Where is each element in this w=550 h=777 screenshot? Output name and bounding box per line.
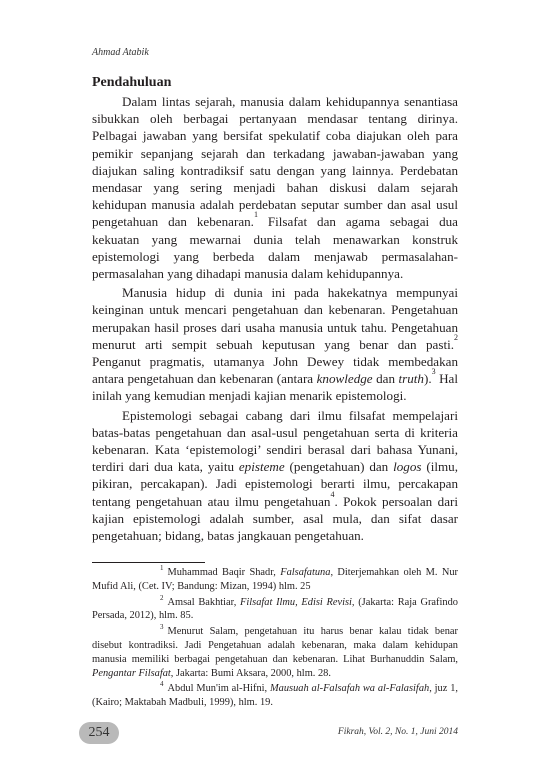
text-run: Abdul Mun'im al-Hifni,: [167, 683, 270, 695]
footnote-number: 1: [160, 564, 164, 572]
footnote-ref-3: 3: [431, 367, 436, 377]
italic-title: Mausuah al-Falsafah wa al-Falasifah: [270, 683, 430, 695]
footnote-ref-4: 4: [330, 489, 335, 499]
text-run: ).: [423, 371, 432, 387]
footnote-4: [92, 682, 458, 710]
text-run: (pengetahuan) dan: [284, 459, 394, 475]
footnote-number: 2: [160, 593, 164, 602]
text-run: (ilmu, pikiran, percakapan). Jadi epistemologi berarti ilmu, percakapan tentang pengetahuan atau ilmu pengetahuan: [92, 459, 458, 509]
footnotes: [92, 566, 458, 710]
italic-term: logos: [393, 459, 422, 475]
footnote-ref-1: 1: [253, 210, 258, 220]
footnote-3: [92, 625, 458, 680]
italic-term: knowledge: [316, 371, 373, 387]
text-run: Muhammad Baqir Shadr,: [167, 567, 281, 578]
body-text: [92, 93, 458, 544]
page-number-badge: 254: [79, 722, 119, 744]
footnote-2: [92, 593, 458, 624]
text-run: Hal inilah yang kemudian menjadi kajian menarik epistemologi.: [92, 371, 458, 404]
text-run: , juz 1, (Kairo; Maktabah Madbuli, 1999), hlm. 19.: [92, 683, 459, 709]
text-run: Menurut Salam, pengetahuan itu harus benar kalau tidak benar disebut kontradiksi. Jadi Pengetahuan adalah kebenaran, maka dalam kehidupan manusia memiliki berbagai pengetahuan dan kebenaran. Lihat Burhanuddin Salam,: [92, 626, 458, 665]
running-head-author: Ahmad Atabik: [92, 47, 149, 58]
italic-term: truth: [398, 371, 424, 387]
journal-citation: Fikrah, Vol. 2, No. 1, Juni 2014: [337, 727, 458, 737]
text-run: . Pokok persoalan dari kajian epistemologi adalah sumber, asal mula, dan sifat dasar pengetahuan; bidang, batas jangkauan pengetahuan.: [92, 493, 459, 544]
italic-title: Filsafat Ilmu, Edisi Revisi,: [240, 596, 355, 608]
text-run: Dalam lintas sejarah, manusia dalam kehidupannya senantiasa sibukkan oleh berbagai pertanyaan mendasar tentang dirinya. Pelbagai jawaban yang bersifat spekulatif coba diajukan oleh para pemikir sepanjang sejarah dan terkadang jawaban-jawaban yang diajukan saling kontradiksif satu dengan yang lainnya. Perdebatan mendasar yang sering menjadi bahan diskusi dalam sejarah kehidupan manusia adalah perdebatan seputar sumber dan asal usul pengetahuan dan kebenaran.: [92, 94, 458, 230]
paragraph-2: [92, 284, 458, 404]
footnote-number: 3: [160, 623, 164, 632]
paragraph-3: [92, 407, 458, 545]
text-run: Epistemologi sebagai cabang dari ilmu filsafat mempelajari batas-batas pengetahuan dan asal-usul pengetahuan serta di kriteria kebenaran. Kata ‘epistemologi’ sendiri berasal dari bahasa Yunani, terdiri dari dua kata, yaitu: [92, 407, 458, 475]
paragraph-1: [92, 93, 458, 282]
text-run: Penganut pragmatis, utamanya John Dewey tidak membedakan antara pengetahuan dan kebenaran (antara: [92, 354, 458, 387]
italic-term: episteme: [238, 459, 285, 475]
footnote-ref-2: 2: [454, 332, 458, 342]
text-run: dan: [372, 371, 399, 387]
text-run: , Diterjemahkan oleh M. Nur Mufid Ali, (Cet. IV; Bandung: Mizan, 1994) hlm. 25: [92, 567, 458, 592]
footnote-divider: [92, 562, 205, 563]
section-title: Pendahuluan: [92, 75, 172, 90]
text-run: Filsafat dan agama sebagai dua kekuatan yang mewarnai dunia telah menawarkan konstruk epistemologi yang berbeda dalam menjawab permasalahan-permasalahan yang dihadapi manusia dalam kehidupannya.: [92, 214, 458, 282]
italic-title: Falsafatuna: [280, 567, 331, 578]
footnote-number: 4: [160, 680, 164, 689]
footnote-1: [92, 566, 458, 594]
text-run: Manusia hidup di dunia ini pada hakekatnya mempunyai keinginan untuk mencari pengetahuan dan kebenaran. Pengetahuan merupakan hasil proses dari usaha manusia untuk tahu. Pengetahuan menurut arti sempit sebuah keputusan yang benar dan pasti.: [92, 285, 458, 352]
text-run: (Jakarta: Raja Grafindo Persada, 2012), hlm. 85.: [92, 596, 458, 622]
text-run: Amsal Bakhtiar,: [167, 596, 241, 608]
italic-title: Pengantar Filsafat: [92, 667, 171, 679]
text-run: , Jakarta: Bumi Aksara, 2000, hlm. 28.: [170, 667, 331, 679]
